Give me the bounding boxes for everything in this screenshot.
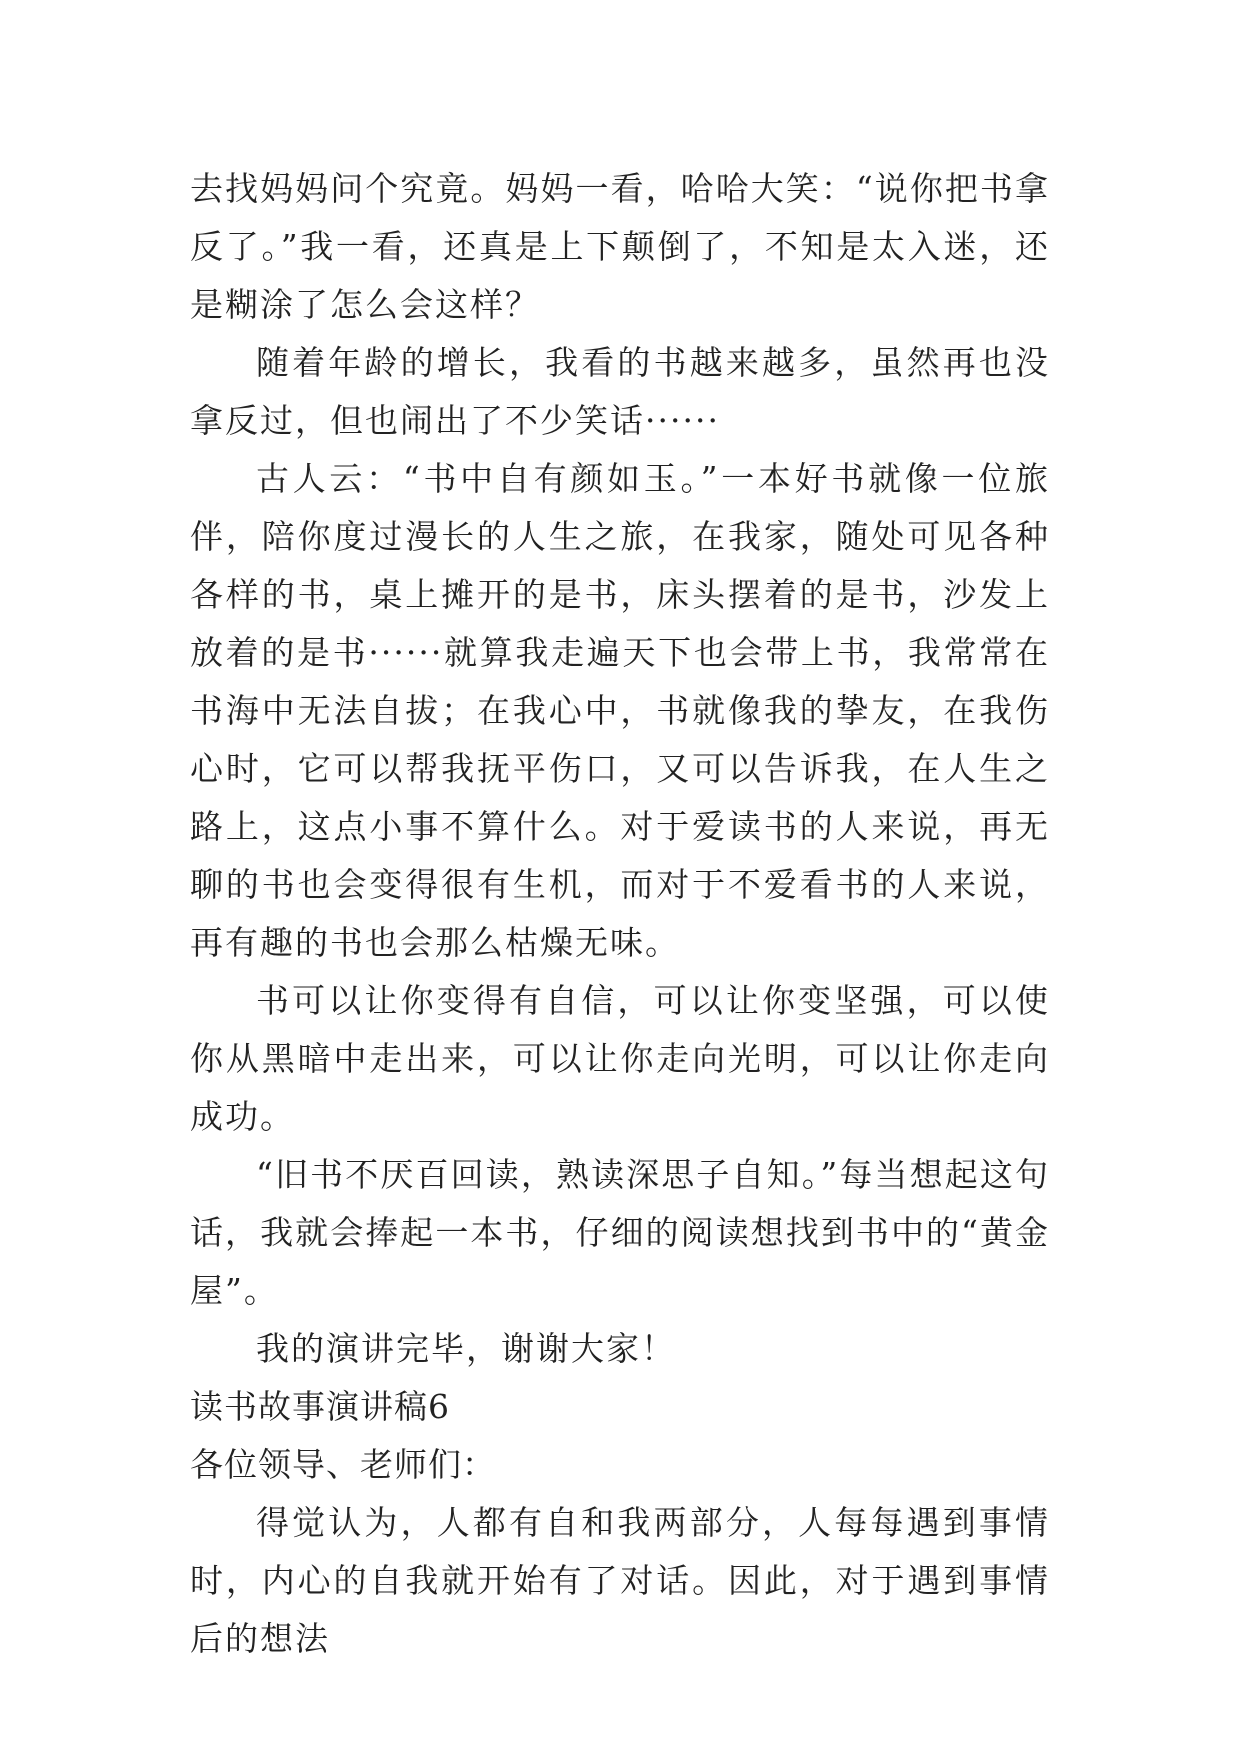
paragraph-7: 得觉认为，人都有自和我两部分，人每每遇到事情时，内心的自我就开始有了对话。因此，对于遇到事情后的想法 [190, 1503, 1050, 1658]
paragraph-3: 古人云：“书中自有颜如玉。”一本好书就像一位旅伴，陪你度过漫长的人生之旅，在我家，随处可见各种各样的书，桌上摊开的是书，床头摆着的是书，沙发上放着的是书······就算我走遍天下也会带上书，我常常在书海中无法自拔；在我心中，书就像我的挚友，在我伤心时，它可以帮我抚平伤口，又可以告诉我，在人生之路上，这点小事不算什么。对于爱读书的人来说，再无聊的书也会变得很有生机，而对于不爱看书的人来说，再有趣的书也会那么枯燥无味。 [190, 459, 1050, 962]
paragraph-4: 书可以让你变得有自信，可以让你变坚强，可以使你从黑暗中走出来，可以让你走向光明，可以让你走向成功。 [190, 981, 1050, 1136]
paragraph-5: “旧书不厌百回读，熟读深思子自知。”每当想起这句话，我就会捧起一本书，仔细的阅读想找到书中的“黄金屋”。 [190, 1155, 1050, 1310]
section-title: 读书故事演讲稿6 [190, 1387, 450, 1426]
paragraph-1: 去找妈妈问个究竟。妈妈一看，哈哈大笑：“说你把书拿反了。”我一看，还真是上下颠倒了，不知是太入迷，还是糊涂了怎么会这样？ [190, 169, 1050, 324]
paragraph-6: 我的演讲完毕，谢谢大家！ [256, 1329, 676, 1368]
paragraph-2: 随着年龄的增长，我看的书越来越多，虽然再也没拿反过，但也闹出了不少笑话······ [190, 343, 1050, 440]
salutation: 各位领导、老师们： [190, 1445, 496, 1484]
document-body [190, 160, 1050, 1668]
